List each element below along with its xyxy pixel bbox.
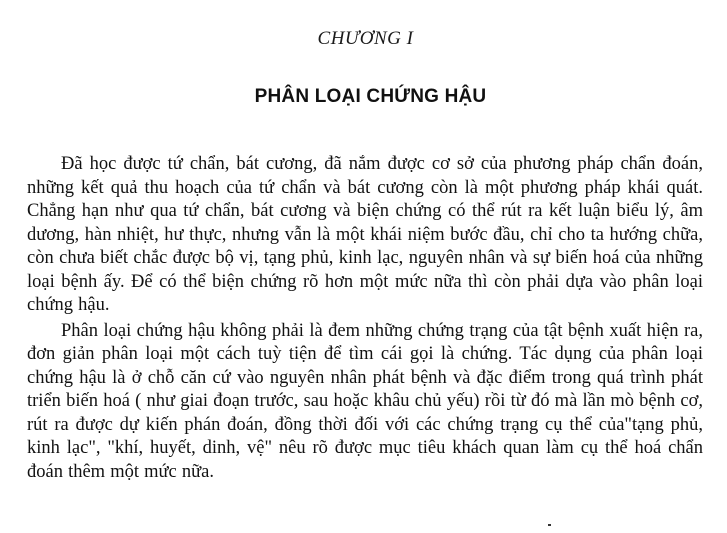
body-text xyxy=(27,153,703,484)
scan-speck xyxy=(548,524,551,526)
chapter-label: CHƯƠNG I xyxy=(317,28,414,49)
paragraph-1: Đã học được tứ chẩn, bát cương, đã nắm được cơ sở của phương pháp chẩn đoán, những kết quả thu hoạch của tứ chẩn và bát cương còn là một phương pháp khái quát. Chẳng hạn như qua tứ chẩn, bát cương và biện chứng có thể rút ra kết luận biểu lý, âm dương, hàn nhiệt, hư thực, nhưng vẫn là một khái niệm bước đầu, chỉ cho ta hướng chữa, còn chưa biết chắc được bộ vị, tạng phủ, kinh lạc, nguyên nhân và sự biến hoá của những loại bệnh ấy. Để có thể biện chứng rõ hơn một mức nữa thì còn phải dựa vào phân loại chứng hậu. xyxy=(27,154,703,315)
chapter-title: PHÂN LOẠI CHỨNG HẬU xyxy=(254,86,487,107)
paragraph-2: Phân loại chứng hậu không phải là đem những chứng trạng của tật bệnh xuất hiện ra, đơn giản phân loại một cách tuỳ tiện để tìm cái gọi là chứng. Tác dụng của phân loại chứng hậu là ở chỗ căn cứ vào nguyên nhân phát bệnh và đặc điểm trong quá trình phát triển biến hoá ( như giai đoạn trước, sau hoặc khâu chủ yếu) rồi từ đó mà lần mò bệnh cơ, rút ra được dự kiến phán đoán, đồng thời đối với các chứng trạng cụ thể của"tạng phủ, kinh lạc", "khí, huyết, dinh, vệ" nêu rõ được mục tiêu khách quan làm cụ thể hoá chẩn đoán thêm một mức nữa. xyxy=(27,320,703,482)
